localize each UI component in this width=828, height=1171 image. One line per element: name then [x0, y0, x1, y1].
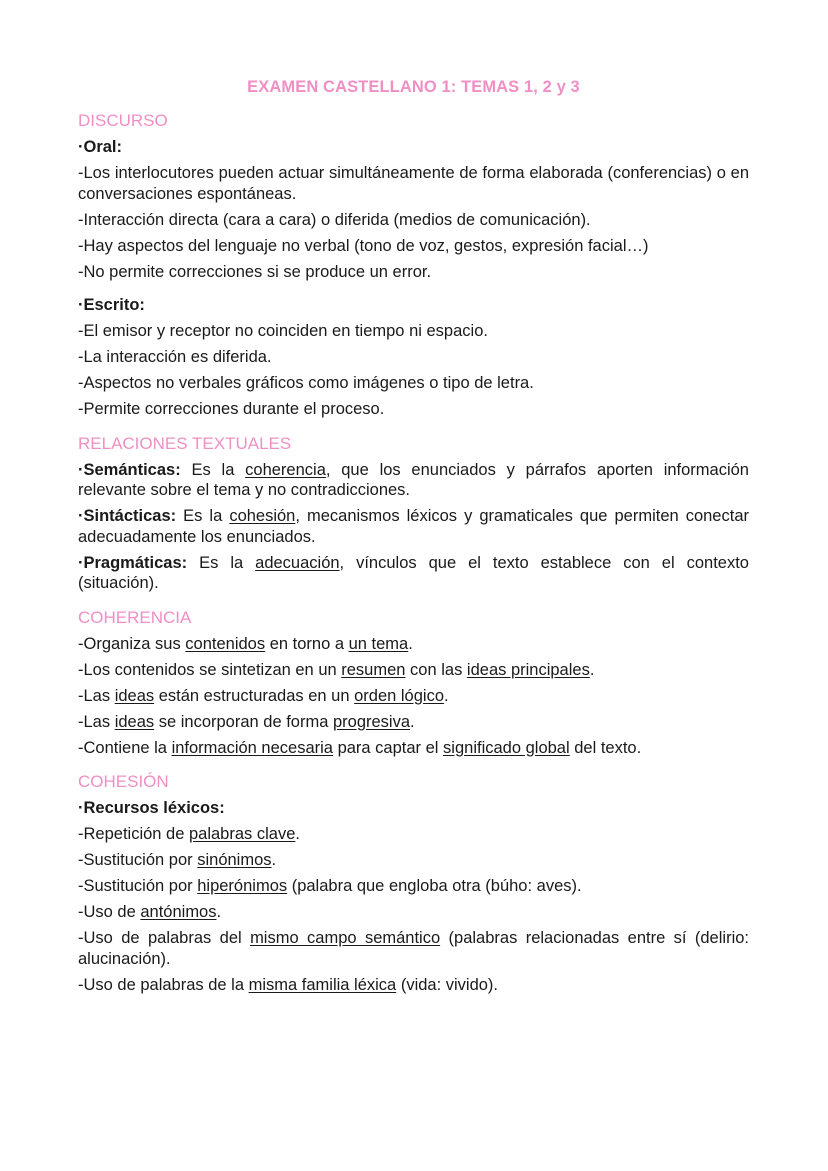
- relacion-label: ·Pragmáticas:: [78, 553, 188, 572]
- underlined-term: hiperónimos: [197, 877, 288, 895]
- text-span: -Contiene la: [78, 738, 172, 757]
- underlined-term: información necesaria: [171, 738, 333, 757]
- relacion-label: ·Semánticas:: [78, 460, 181, 479]
- text-span: , mecanismos léxicos y gramaticales que permiten conectar adecuadamente los enunciados.: [78, 507, 749, 546]
- text-span: Es la: [176, 507, 230, 525]
- cohesion-item: [78, 876, 749, 897]
- escrito-item: -La interacción es diferida.: [78, 348, 272, 366]
- relacion-sintacticas: [78, 506, 749, 547]
- relacion-label: ·Sintácticas:: [78, 507, 177, 525]
- text-span: .: [410, 712, 415, 731]
- text-span: -Organiza sus: [78, 634, 186, 653]
- text-span: para captar el: [332, 738, 444, 757]
- cohesion-item: [78, 850, 749, 871]
- underlined-term: coherencia: [245, 460, 326, 479]
- underlined-term: palabras clave: [188, 825, 296, 843]
- text-span: -Los contenidos se sintetizan en un: [78, 660, 342, 679]
- text-span: se incorporan de forma: [154, 712, 333, 731]
- escrito-label: [78, 295, 749, 316]
- underlined-term: misma familia léxica: [248, 975, 397, 994]
- cohesion-item: [78, 928, 749, 969]
- coherencia-item: [78, 686, 749, 707]
- oral-item: -Interacción directa (cara a cara) o diferida (medios de comunicación).: [78, 210, 591, 229]
- text-span: .: [271, 851, 277, 869]
- text-span: en torno a: [265, 634, 349, 653]
- underlined-term: contenidos: [185, 634, 266, 653]
- relacion-pragmaticas: [78, 553, 749, 594]
- underlined-term: adecuación: [255, 553, 340, 572]
- underlined-term: un tema: [348, 634, 409, 653]
- text-span: del texto.: [569, 738, 642, 757]
- cohesion-item: [78, 902, 749, 923]
- section-heading-relaciones: RELACIONES TEXTUALES: [78, 433, 292, 453]
- underlined-term: significado global: [443, 738, 570, 757]
- escrito-label-text: ·Escrito:: [78, 296, 145, 314]
- coherencia-item: [78, 738, 749, 759]
- section-heading-coherencia: COHERENCIA: [78, 607, 192, 627]
- text-span: -Uso de palabras de la: [78, 975, 249, 994]
- underlined-term: resumen: [341, 660, 406, 679]
- document-content: [78, 78, 749, 1001]
- coherencia-item: [78, 660, 749, 681]
- underlined-term: ideas principales: [466, 660, 590, 679]
- text-span: .: [216, 903, 222, 921]
- text-span: -Sustitución por: [78, 851, 198, 869]
- coherencia-item: [78, 712, 749, 733]
- text-span: -Las: [78, 712, 115, 731]
- underlined-term: antónimos: [140, 903, 217, 921]
- text-span: están estructuradas en un: [154, 686, 355, 705]
- text-span: -Repetición de: [78, 825, 189, 843]
- underlined-term: progresiva: [332, 712, 411, 731]
- oral-item: -Hay aspectos del lenguaje no verbal (tono de voz, gestos, expresión facial…): [78, 236, 649, 255]
- oral-label-text: ·Oral:: [78, 138, 123, 156]
- text-span: -Las: [78, 686, 115, 705]
- text-span: (palabra que engloba otra (búho: aves).: [287, 877, 582, 895]
- underlined-term: ideas: [114, 686, 155, 705]
- text-span: Es la: [187, 553, 256, 572]
- text-span: , que los enunciados y párrafos aporten información relevante sobre el tema y no contradicciones.: [78, 460, 749, 499]
- text-span: , vínculos que el texto establece con el contexto (situación).: [78, 553, 749, 592]
- recursos-label: [78, 798, 749, 819]
- underlined-term: orden lógico: [354, 686, 445, 705]
- escrito-item: -El emisor y receptor no coinciden en tiempo ni espacio.: [78, 322, 488, 340]
- coherencia-item: [78, 634, 749, 655]
- section-heading-discurso: DISCURSO: [78, 111, 168, 130]
- text-span: (palabras relacionadas entre sí (delirio: alucinación).: [78, 929, 749, 968]
- relacion-semanticas: [78, 460, 749, 501]
- oral-label: [78, 137, 749, 158]
- text-span: .: [295, 825, 300, 843]
- text-span: con las: [405, 660, 467, 679]
- oral-item: -Los interlocutores pueden actuar simultáneamente de forma elaborada (conferencias) o en conversaciones espontáneas.: [78, 164, 749, 203]
- section-heading-cohesion: COHESIÓN: [78, 772, 169, 791]
- cohesion-item: [78, 824, 749, 845]
- escrito-item: -Permite correcciones durante el proceso.: [78, 400, 385, 418]
- underlined-term: sinónimos: [197, 851, 272, 869]
- recursos-label-text: ·Recursos léxicos:: [78, 799, 225, 817]
- text-span: -Uso de: [78, 903, 141, 921]
- underlined-term: ideas: [114, 712, 155, 731]
- text-span: .: [589, 660, 595, 679]
- text-span: .: [444, 686, 449, 705]
- oral-item: -No permite correcciones si se produce un error.: [78, 262, 432, 281]
- text-span: .: [408, 634, 413, 653]
- text-span: Es la: [180, 460, 246, 479]
- text-span: (vida: vivido).: [396, 975, 499, 994]
- escrito-item: -Aspectos no verbales gráficos como imágenes o tipo de letra.: [78, 374, 534, 392]
- text-span: -Uso de palabras del: [78, 929, 251, 947]
- underlined-term: cohesión: [229, 507, 296, 525]
- document-title: EXAMEN CASTELLANO 1: TEMAS 1, 2 y 3: [247, 78, 580, 96]
- underlined-term: mismo campo semántico: [250, 929, 441, 947]
- text-span: -Sustitución por: [78, 877, 198, 895]
- cohesion-item: [78, 975, 749, 996]
